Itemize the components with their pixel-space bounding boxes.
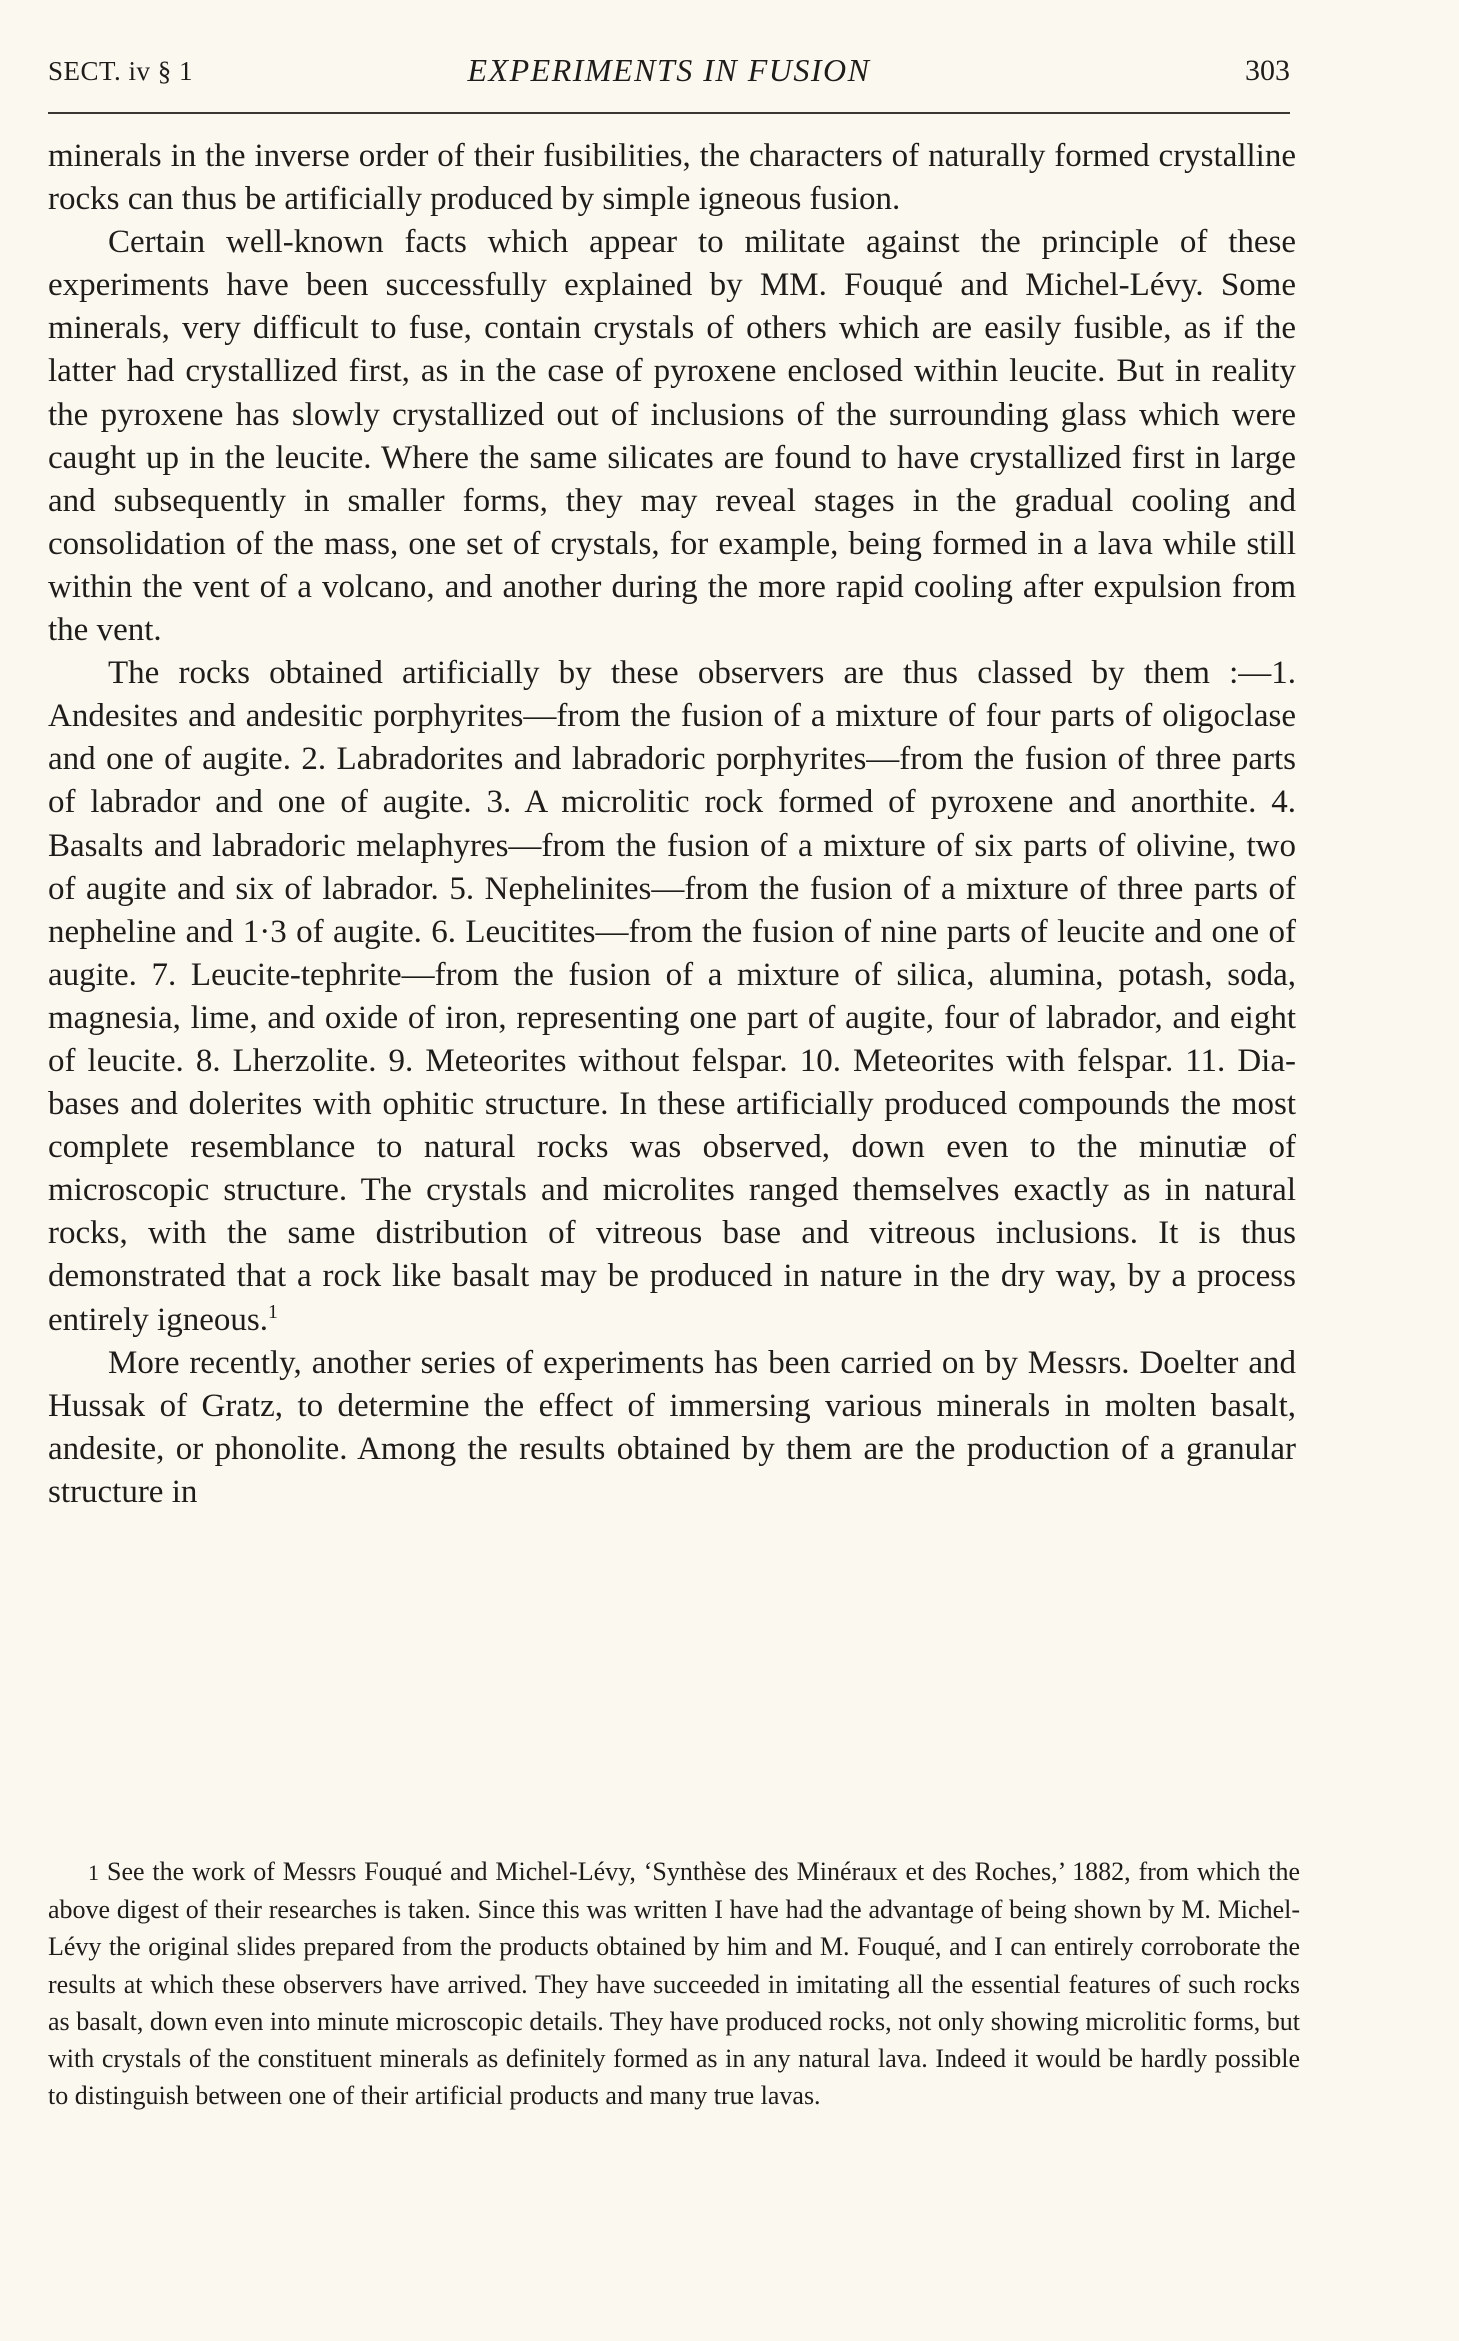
footnote — [48, 1853, 1300, 2114]
footnote-reference: 1 — [267, 1300, 278, 1323]
body-text — [48, 135, 1296, 1514]
paragraph: The rocks obtained artificially by these observers are thus classed by them :—1. Andesites and andesitic porphyrites—from the fusion of a mixture of four parts of oligoclase and one of augite. 2. Labradorites and labradoric porphyrites—from the fusion of three parts of labrador and one of augite. 3. A microlitic rock formed of pyroxene and anorthite. 4. Basalts and labradoric melaphyres—from the fusion of a mixture of six parts of olivine, two of augite and six of labrador. 5. Nephelinites—from the fusion of a mixture of three parts of nepheline and 1·3 of augite. 6. Leucitites—from the fusion of nine parts of leucite and one of augite. 7. Leucite-tephrite—from the fusion of a mixture of silica, alumina, potash, soda, magnesia, lime, and oxide of iron, representing one part of augite, four of labrador, and eight of leucite. 8. Lherzolite. 9. Meteorites without felspar. 10. Meteorites with felspar. 11. Diabases and dolerites with ophitic structure. In these artificially produced compounds the most complete resemblance to natural rocks was observed, down even to the minutiæ of microscopic structure. The crystals and microlites ranged themselves exactly as in natural rocks, with the same distribution of vitreous base and vitreous inclusions. It is thus demonstrated that a rock like basalt may be produced in nature in the dry way, by a process entirely igneous.$^1$ — [48, 655, 1296, 1338]
paragraph: minerals in the inverse order of their fusibilities, the characters of naturally formed crystalline rocks can thus be artificially produced by simple igneous fusion. — [48, 138, 1296, 218]
paragraph: Certain well-known facts which appear to militate against the principle of these experiments have been successfully explained by MM. Fouqué and Michel-Lévy. Some minerals, very difficult to fuse, contain crystals of others which are easily fusible, as if the latter had crystallized first, as in the case of pyroxene enclosed within leucite. But in reality the pyroxene has slowly crystallized out of inclusions of the surrounding glass which were caught up in the leucite. Where the same silicates are found to have crystallized first in large and subsequently in smaller forms, they may reveal stages in the gradual cooling and consolidation of the mass, one set of crystals, for example, being formed in a lava while still within the vent of a volcano, and another during the more rapid cooling after expulsion from the vent. — [48, 224, 1296, 649]
running-header — [48, 48, 1290, 90]
paragraph: More recently, another series of experiments has been carried on by Messrs. Doelter and Hussak of Gratz, to determine the effect of immersing various minerals in molten basalt, andesite, or phonolite. Among the results obtained by them are the production of a granular structure in — [48, 1344, 1296, 1510]
footnote-marker: 1 — [88, 1860, 99, 1885]
section-label: SECT. iv § 1 — [48, 56, 194, 86]
footnote-text: See the work of Messrs Fouqué and Michel-Lévy, ‘Synthèse des Minéraux et des Roches,’ 1882, from which the above digest of their researches is taken. Since this was written I have had the advantage of being shown by M. Michel-Lévy the original slides prepared from the products obtained by him and M. Fouqué, and I can entirely corroborate the results at which these observers have arrived. They have succeeded in imitating all the essential features of such rocks as basalt, down even into minute microscopic details. They have produced rocks, not only showing microlitic forms, but with crystals of the constituent minerals as definitely formed as in any natural lava. Indeed it would be hardly possible to distinguish between one of their artificial products and many true lavas. — [48, 1857, 1300, 2111]
header-rule — [48, 112, 1290, 114]
footnotes — [48, 1853, 1300, 2114]
page-number: 303 — [1245, 54, 1290, 87]
running-title: EXPERIMENTS IN FUSION — [467, 52, 871, 88]
